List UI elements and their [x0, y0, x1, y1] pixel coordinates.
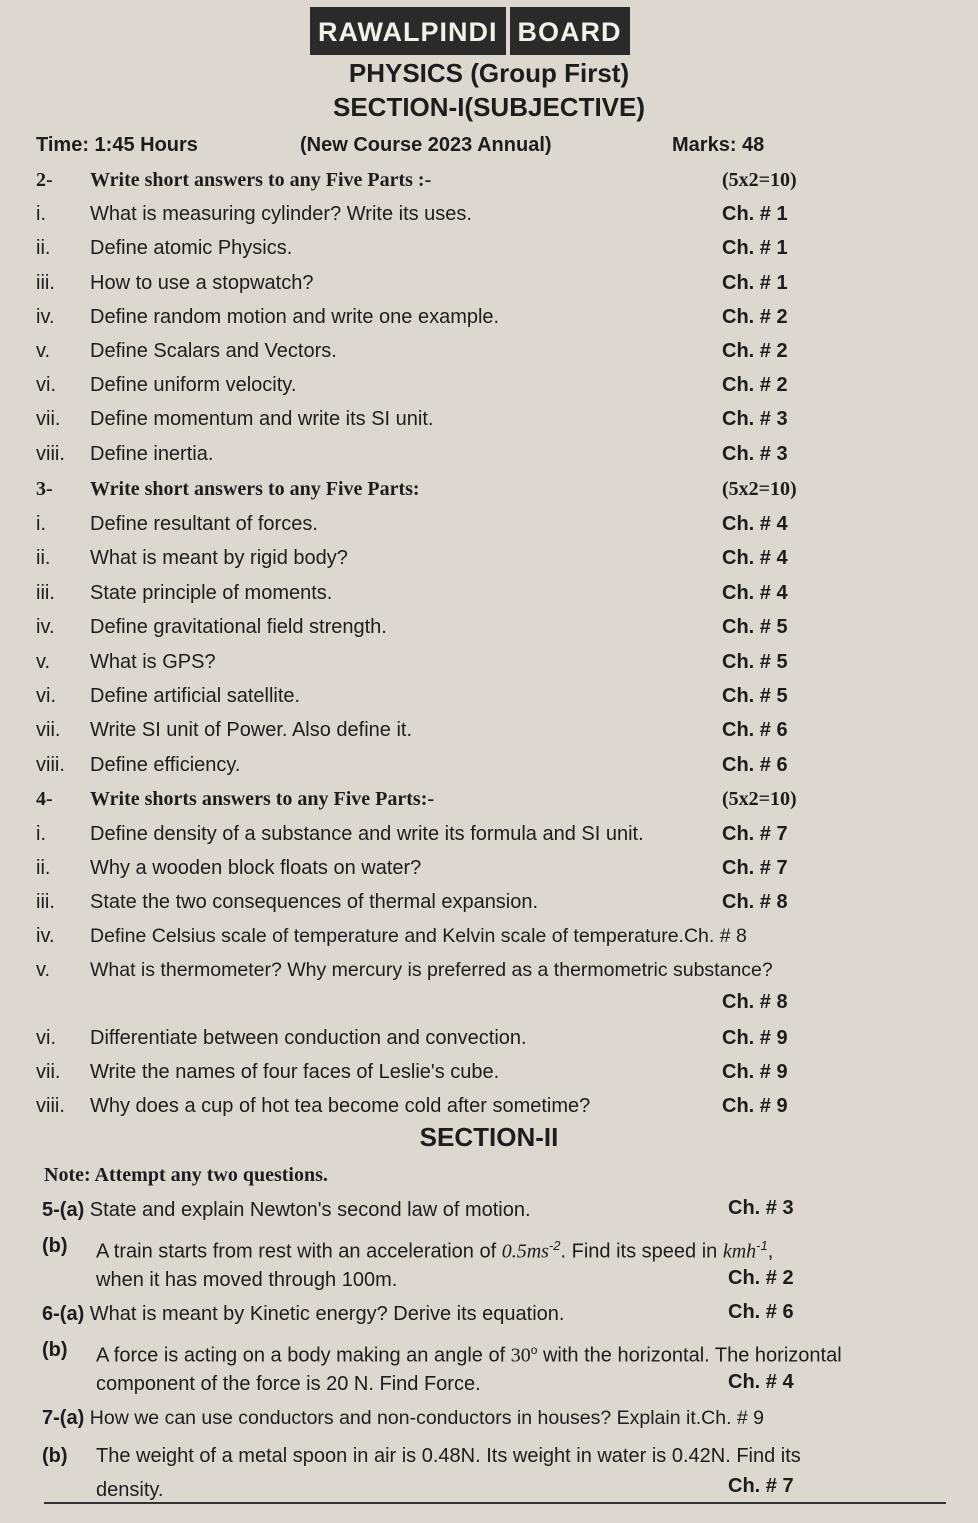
- chapter-ref: Ch. # 6: [728, 1301, 794, 1323]
- part-number: i.: [36, 513, 46, 535]
- question-label: 6-(a): [42, 1303, 85, 1325]
- question-2-heading: [0, 164, 978, 196]
- part-number: iii.: [36, 582, 55, 604]
- chapter-ref: Ch. # 8: [722, 891, 788, 913]
- q6b-text-start: A force is acting on a body making an angle of: [96, 1344, 511, 1367]
- degree-symbol: o: [530, 1343, 538, 1357]
- chapter-ref: Ch. # 3: [728, 1197, 794, 1219]
- q2-part: [0, 232, 978, 264]
- q4-part: [0, 886, 978, 918]
- part-text: Define efficiency.: [90, 754, 241, 776]
- part-number: v.: [36, 959, 51, 981]
- speed-unit: kmh: [722, 1240, 757, 1263]
- part-number: vi.: [36, 685, 56, 707]
- q2-part: [0, 335, 978, 367]
- part-number: vii.: [36, 719, 61, 741]
- question-number: 2-: [36, 169, 53, 191]
- q2-part: [0, 198, 978, 230]
- q3-part: [0, 714, 978, 746]
- chapter-ref: Ch. # 2: [722, 306, 788, 328]
- q3-part: [0, 508, 978, 540]
- q5b-text-start: A train starts from rest with an acceleration of: [96, 1240, 502, 1263]
- board-label: BOARD: [510, 7, 630, 55]
- part-text: Define gravitational field strength.: [90, 616, 387, 638]
- part-number: iv.: [36, 306, 55, 328]
- part-number: iv.: [36, 616, 55, 638]
- q5a-chapter: [0, 1192, 978, 1224]
- part-text: Why does a cup of hot tea become cold after sometime?: [90, 1095, 591, 1117]
- chapter-ref: Ch. # 7: [728, 1475, 794, 1497]
- part-text: State principle of moments.: [90, 582, 333, 604]
- speed-unit-exponent: -1: [756, 1238, 768, 1253]
- chapter-ref: Ch. # 9: [722, 1027, 788, 1049]
- question-3-heading: [0, 473, 978, 505]
- q3-part: [0, 611, 978, 643]
- chapter-ref: Ch. # 3: [722, 408, 788, 430]
- question-label: 7-(a): [42, 1407, 85, 1429]
- q6a-chapter: [0, 1296, 978, 1328]
- q7b-label: (b): [42, 1445, 68, 1467]
- q5b-text-middle: . Find its speed in: [560, 1240, 723, 1263]
- q7b-text-line2: density.: [96, 1479, 164, 1501]
- part-text: What is meant by rigid body?: [90, 547, 348, 569]
- part-text: Why a wooden block floats on water?: [90, 857, 422, 879]
- question-number: 3-: [36, 478, 53, 500]
- question-marks: (5x2=10): [722, 788, 797, 810]
- chapter-ref: Ch. # 7: [722, 823, 788, 845]
- chapter-ref: Ch. # 6: [722, 719, 788, 741]
- q7b-chapter: [0, 1470, 978, 1502]
- chapter-ref: Ch. # 4: [722, 547, 788, 569]
- bottom-rule: [44, 1502, 946, 1504]
- board-name: RAWALPINDI: [310, 7, 506, 55]
- q2-part: [0, 369, 978, 401]
- chapter-ref: Ch. # 8: [722, 991, 788, 1013]
- part-text: Define atomic Physics.: [90, 237, 293, 259]
- chapter-ref: Ch. # 9: [722, 1061, 788, 1083]
- q4-part: [0, 818, 978, 850]
- part-number: ii.: [36, 857, 51, 879]
- chapter-ref: Ch. # 7: [722, 857, 788, 879]
- q4-part: [0, 1090, 978, 1122]
- part-text: What is measuring cylinder? Write its uses.: [90, 203, 472, 225]
- question-instruction: Write shorts answers to any Five Parts:-: [90, 788, 435, 810]
- part-number: viii.: [36, 1095, 65, 1117]
- part-number: iii.: [36, 891, 55, 913]
- q4-part: [0, 1022, 978, 1054]
- acceleration-exponent: -2: [548, 1238, 561, 1253]
- part-number: v.: [36, 340, 51, 362]
- part-number: viii.: [36, 754, 65, 776]
- q6b-text-line2: component of the force is 20 N. Find Force.: [96, 1373, 481, 1395]
- q4-part: [0, 852, 978, 884]
- part-text: Define Celsius scale of temperature and Kelvin scale of temperature.Ch. # 8: [90, 925, 747, 947]
- q6b-label: (b): [42, 1339, 68, 1361]
- question-text: State and explain Newton's second law of motion.: [89, 1199, 531, 1221]
- board-banner: [310, 6, 630, 56]
- chapter-ref: Ch. # 4: [728, 1371, 794, 1393]
- q4-part: [0, 954, 978, 986]
- part-number: vii.: [36, 408, 61, 430]
- chapter-ref: Ch. # 9: [722, 1095, 788, 1117]
- exam-time: Time: 1:45 Hours: [36, 134, 198, 156]
- chapter-ref: Ch. # 5: [722, 651, 788, 673]
- q7a: [42, 1402, 764, 1434]
- part-text: Define momentum and write its SI unit.: [90, 408, 434, 430]
- q5b-text-end: ,: [767, 1240, 774, 1263]
- question-text: What is meant by Kinetic energy? Derive its equation.: [89, 1303, 565, 1325]
- chapter-ref: Ch. # 2: [722, 340, 788, 362]
- chapter-ref: Ch. # 3: [722, 443, 788, 465]
- angle-value: 30: [510, 1344, 531, 1367]
- q4-part: [0, 986, 978, 1018]
- q3-part: [0, 646, 978, 678]
- part-number: ii.: [36, 237, 51, 259]
- part-text: How to use a stopwatch?: [90, 272, 314, 294]
- part-number: v.: [36, 651, 51, 673]
- chapter-ref: Ch. # 5: [722, 685, 788, 707]
- part-number: ii.: [36, 547, 51, 569]
- q5b-label: (b): [42, 1235, 68, 1257]
- question-text: How we can use conductors and non-conductors in houses? Explain it.Ch. # 9: [89, 1407, 765, 1429]
- q2-part: [0, 301, 978, 333]
- q2-part: [0, 267, 978, 299]
- q5b-chapter: [0, 1262, 978, 1294]
- q3-part: [0, 680, 978, 712]
- chapter-ref: Ch. # 1: [722, 237, 788, 259]
- part-number: vi.: [36, 374, 56, 396]
- exam-course: (New Course 2023 Annual): [300, 134, 552, 156]
- question-label: 5-(a): [42, 1199, 85, 1221]
- question-number: 4-: [36, 788, 53, 810]
- part-text: What is GPS?: [90, 651, 216, 673]
- part-number: iv.: [36, 925, 55, 947]
- q5b-text-line2: when it has moved through 100m.: [96, 1269, 398, 1291]
- chapter-ref: Ch. # 6: [722, 754, 788, 776]
- part-text: What is thermometer? Why mercury is preferred as a thermometric substance?: [90, 959, 773, 981]
- exam-marks: Marks: 48: [672, 134, 765, 156]
- section-two-title: SECTION-II: [419, 1122, 559, 1152]
- subject-title: PHYSICS (Group First): [348, 58, 630, 88]
- chapter-ref: Ch. # 2: [722, 374, 788, 396]
- q4-part: [0, 1056, 978, 1088]
- part-text: Define density of a substance and write its formula and SI unit.: [90, 823, 644, 845]
- part-text: Write the names of four faces of Leslie's cube.: [90, 1061, 500, 1083]
- chapter-ref: Ch. # 1: [722, 203, 788, 225]
- q6b-chapter: [0, 1366, 978, 1398]
- chapter-ref: Ch. # 2: [728, 1267, 794, 1289]
- part-number: vii.: [36, 1061, 61, 1083]
- question-marks: (5x2=10): [722, 169, 797, 191]
- q4-part: [0, 920, 978, 952]
- section-one-title: SECTION-I(SUBJECTIVE): [332, 92, 646, 122]
- part-text: Define Scalars and Vectors.: [90, 340, 337, 362]
- question-4-heading: [0, 783, 978, 815]
- part-text: Define uniform velocity.: [90, 374, 297, 396]
- q7b-text: The weight of a metal spoon in air is 0.48N. Its weight in water is 0.42N. Find its: [96, 1445, 801, 1467]
- part-text: Define random motion and write one example.: [90, 306, 500, 328]
- q3-part: [0, 542, 978, 574]
- part-number: i.: [36, 203, 46, 225]
- part-number: i.: [36, 823, 46, 845]
- q3-part: [0, 577, 978, 609]
- chapter-ref: Ch. # 4: [722, 513, 788, 535]
- part-text: Define resultant of forces.: [90, 513, 318, 535]
- question-instruction: Write short answers to any Five Parts:: [90, 478, 420, 500]
- acceleration-value: 0.5ms: [501, 1240, 549, 1263]
- question-instruction: Write short answers to any Five Parts :-: [90, 169, 432, 191]
- part-text: Define inertia.: [90, 443, 214, 465]
- q3-part: [0, 749, 978, 781]
- part-number: vi.: [36, 1027, 56, 1049]
- chapter-ref: Ch. # 1: [722, 272, 788, 294]
- question-marks: (5x2=10): [722, 478, 797, 500]
- chapter-ref: Ch. # 5: [722, 616, 788, 638]
- q6b-text-end: with the horizontal. The horizontal: [537, 1344, 842, 1367]
- q2-part: [0, 403, 978, 435]
- part-text: Define artificial satellite.: [90, 685, 301, 707]
- section-two-note: Note: Attempt any two questions.: [44, 1164, 328, 1186]
- part-number: iii.: [36, 272, 55, 294]
- part-text: State the two consequences of thermal expansion.: [90, 891, 539, 913]
- part-text: Differentiate between conduction and convection.: [90, 1027, 527, 1049]
- part-text: Write SI unit of Power. Also define it.: [90, 719, 413, 741]
- q2-part: [0, 438, 978, 470]
- part-number: viii.: [36, 443, 65, 465]
- chapter-ref: Ch. # 4: [722, 582, 788, 604]
